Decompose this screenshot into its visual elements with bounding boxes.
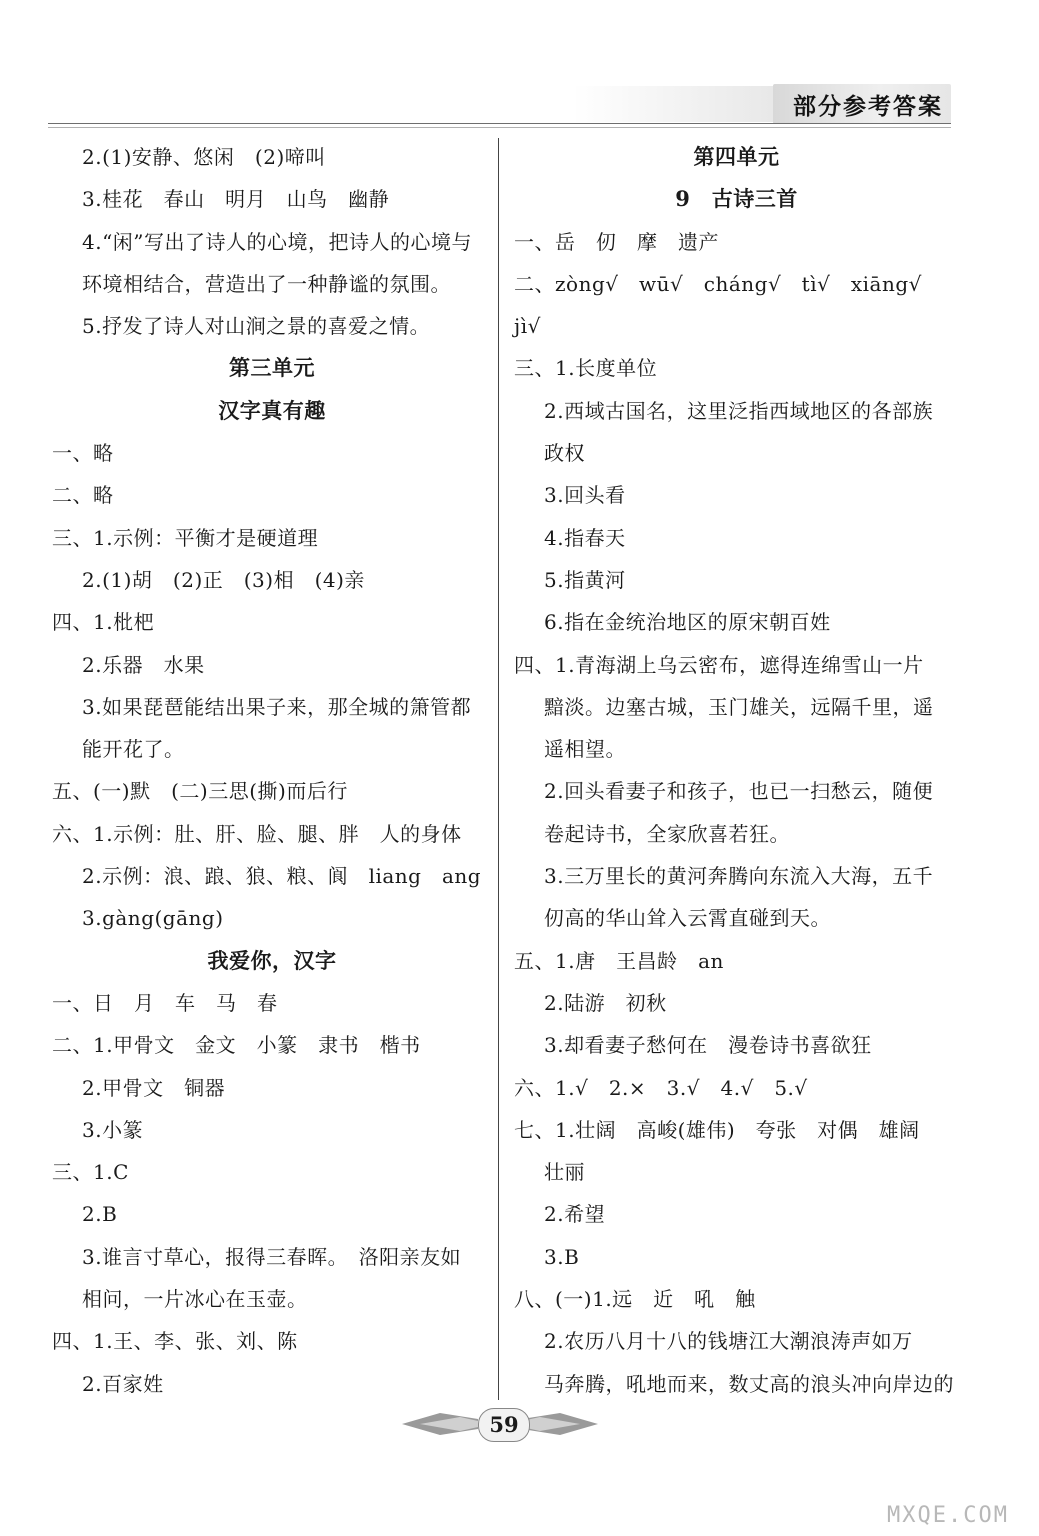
left-column bbox=[52, 136, 492, 1405]
answer-line: 仞高的华山耸入云霄直碰到天。 bbox=[544, 906, 831, 931]
answer-line: 2.希望 bbox=[544, 1202, 606, 1227]
answer-line: 4.“闲”写出了诗人的心境，把诗人的心境与 bbox=[82, 229, 473, 254]
answer-line: 能开花了。 bbox=[82, 737, 185, 762]
answer-line: 3.gàng(gāng) bbox=[82, 906, 224, 931]
answer-line: 2.乐器 水果 bbox=[82, 652, 205, 677]
column-divider bbox=[498, 138, 499, 1400]
answer-line: 二、略 bbox=[52, 483, 114, 508]
answer-line: 相问，一片冰心在玉壶。 bbox=[82, 1287, 308, 1312]
answer-line: 2.回头看妻子和孩子，也已一扫愁云，随便 bbox=[544, 779, 934, 804]
answer-line: 政权 bbox=[544, 441, 585, 466]
answer-line: 遥相望。 bbox=[544, 737, 626, 762]
answer-line: 2.(1)胡 (2)正 (3)相 (4)亲 bbox=[82, 567, 365, 592]
watermark-text: MXQE.COM bbox=[887, 1503, 1009, 1528]
answer-line: 五、1.唐 王昌龄 an bbox=[514, 948, 724, 973]
answer-line: 三、1.长度单位 bbox=[514, 356, 658, 381]
answer-line: 马奔腾，吼地而来，数丈高的浪头冲向岸边的 bbox=[544, 1371, 954, 1396]
answer-line: 2.B bbox=[82, 1202, 118, 1227]
answer-line: 6.指在金统治地区的原宋朝百姓 bbox=[544, 610, 831, 635]
section-heading: 第四单元 bbox=[693, 144, 780, 169]
answer-line: 2.陆游 初秋 bbox=[544, 990, 667, 1015]
answer-line: 5.指黄河 bbox=[544, 567, 626, 592]
answer-line: 2.(1)安静、悠闲 (2)啼叫 bbox=[82, 145, 326, 169]
answer-line: 四、1.枇杷 bbox=[52, 610, 155, 635]
answer-line: 4.指春天 bbox=[544, 525, 626, 550]
header-rule bbox=[48, 123, 951, 124]
answer-line: 3.桂花 春山 明月 山鸟 幽静 bbox=[82, 187, 390, 212]
answer-line: 三、1.示例：平衡才是硬道理 bbox=[52, 525, 319, 550]
answer-line: 3.谁言寸草心，报得三春晖。 洛阳亲友如 bbox=[82, 1244, 462, 1269]
answer-line: 2.示例：浪、踉、狼、粮、阆 liang ang bbox=[82, 864, 482, 889]
answer-line: 5.抒发了诗人对山涧之景的喜爱之情。 bbox=[82, 314, 431, 339]
header-rule-thin bbox=[48, 127, 951, 128]
answer-line: 3.三万里长的黄河奔腾向东流入大海，五千 bbox=[544, 864, 934, 889]
answer-line: 3.回头看 bbox=[544, 483, 626, 508]
answer-line: 一、略 bbox=[52, 441, 114, 466]
right-column bbox=[514, 136, 959, 1405]
answer-line: 壮丽 bbox=[544, 1160, 585, 1185]
answer-line: 环境相结合，营造出了一种静谧的氛围。 bbox=[82, 271, 451, 296]
page-number: 59 bbox=[478, 1408, 530, 1442]
answer-line: 四、1.王、李、张、刘、陈 bbox=[52, 1329, 298, 1354]
answer-line: 3.小篆 bbox=[82, 1117, 144, 1142]
answer-line: 2.百家姓 bbox=[82, 1371, 164, 1396]
answer-line: 3.却看妻子愁何在 漫卷诗书喜欲狂 bbox=[544, 1033, 872, 1058]
answer-line: 卷起诗书，全家欣喜若狂。 bbox=[544, 821, 790, 846]
answer-line: 黯淡。边塞古城，玉门雄关，远隔千里，遥 bbox=[544, 694, 934, 719]
header-title: 部分参考答案 bbox=[793, 93, 943, 120]
answer-line: 3.B bbox=[544, 1244, 580, 1269]
answer-line: 六、1.√ 2.× 3.√ 4.√ 5.√ bbox=[514, 1075, 808, 1100]
answer-line: 二、1.甲骨文 金文 小篆 隶书 楷书 bbox=[52, 1033, 421, 1058]
answer-line: 2.西域古国名，这里泛指西域地区的各部族 bbox=[544, 398, 934, 423]
answer-line: 一、岳 仞 摩 遗产 bbox=[514, 229, 719, 254]
answer-line: jì√ bbox=[514, 314, 541, 339]
answer-line: 三、1.C bbox=[52, 1160, 129, 1185]
answer-line: 2.农历八月十八的钱塘江大潮浪涛声如万 bbox=[544, 1329, 913, 1354]
answer-line: 八、(一)1.远 近 吼 触 bbox=[514, 1287, 756, 1312]
answer-line: 2.甲骨文 铜器 bbox=[82, 1075, 226, 1100]
answer-line: 五、(一)默 (二)三思(撕)而后行 bbox=[52, 779, 348, 804]
answer-line: 二、zòng√ wū√ cháng√ tì√ xiāng√ bbox=[514, 271, 922, 296]
header-decoration bbox=[573, 86, 773, 122]
answer-line: 一、日 月 车 马 春 bbox=[52, 990, 278, 1015]
answer-line: 四、1.青海湖上乌云密布，遮得连绵雪山一片 bbox=[514, 652, 924, 677]
section-heading: 汉字真有趣 bbox=[218, 397, 326, 423]
section-heading: 我爱你，汉字 bbox=[207, 947, 337, 973]
answer-line: 3.如果琵琶能结出果子来，那全城的箫管都 bbox=[82, 694, 472, 719]
section-heading: 第三单元 bbox=[229, 355, 315, 381]
answer-line: 六、1.示例：肚、肝、脸、腿、胖 人的身体 bbox=[52, 821, 462, 846]
section-heading: 9 古诗三首 bbox=[675, 186, 798, 212]
answer-line: 七、1.壮阔 高峻(雄伟) 夸张 对偶 雄阔 bbox=[514, 1117, 920, 1142]
